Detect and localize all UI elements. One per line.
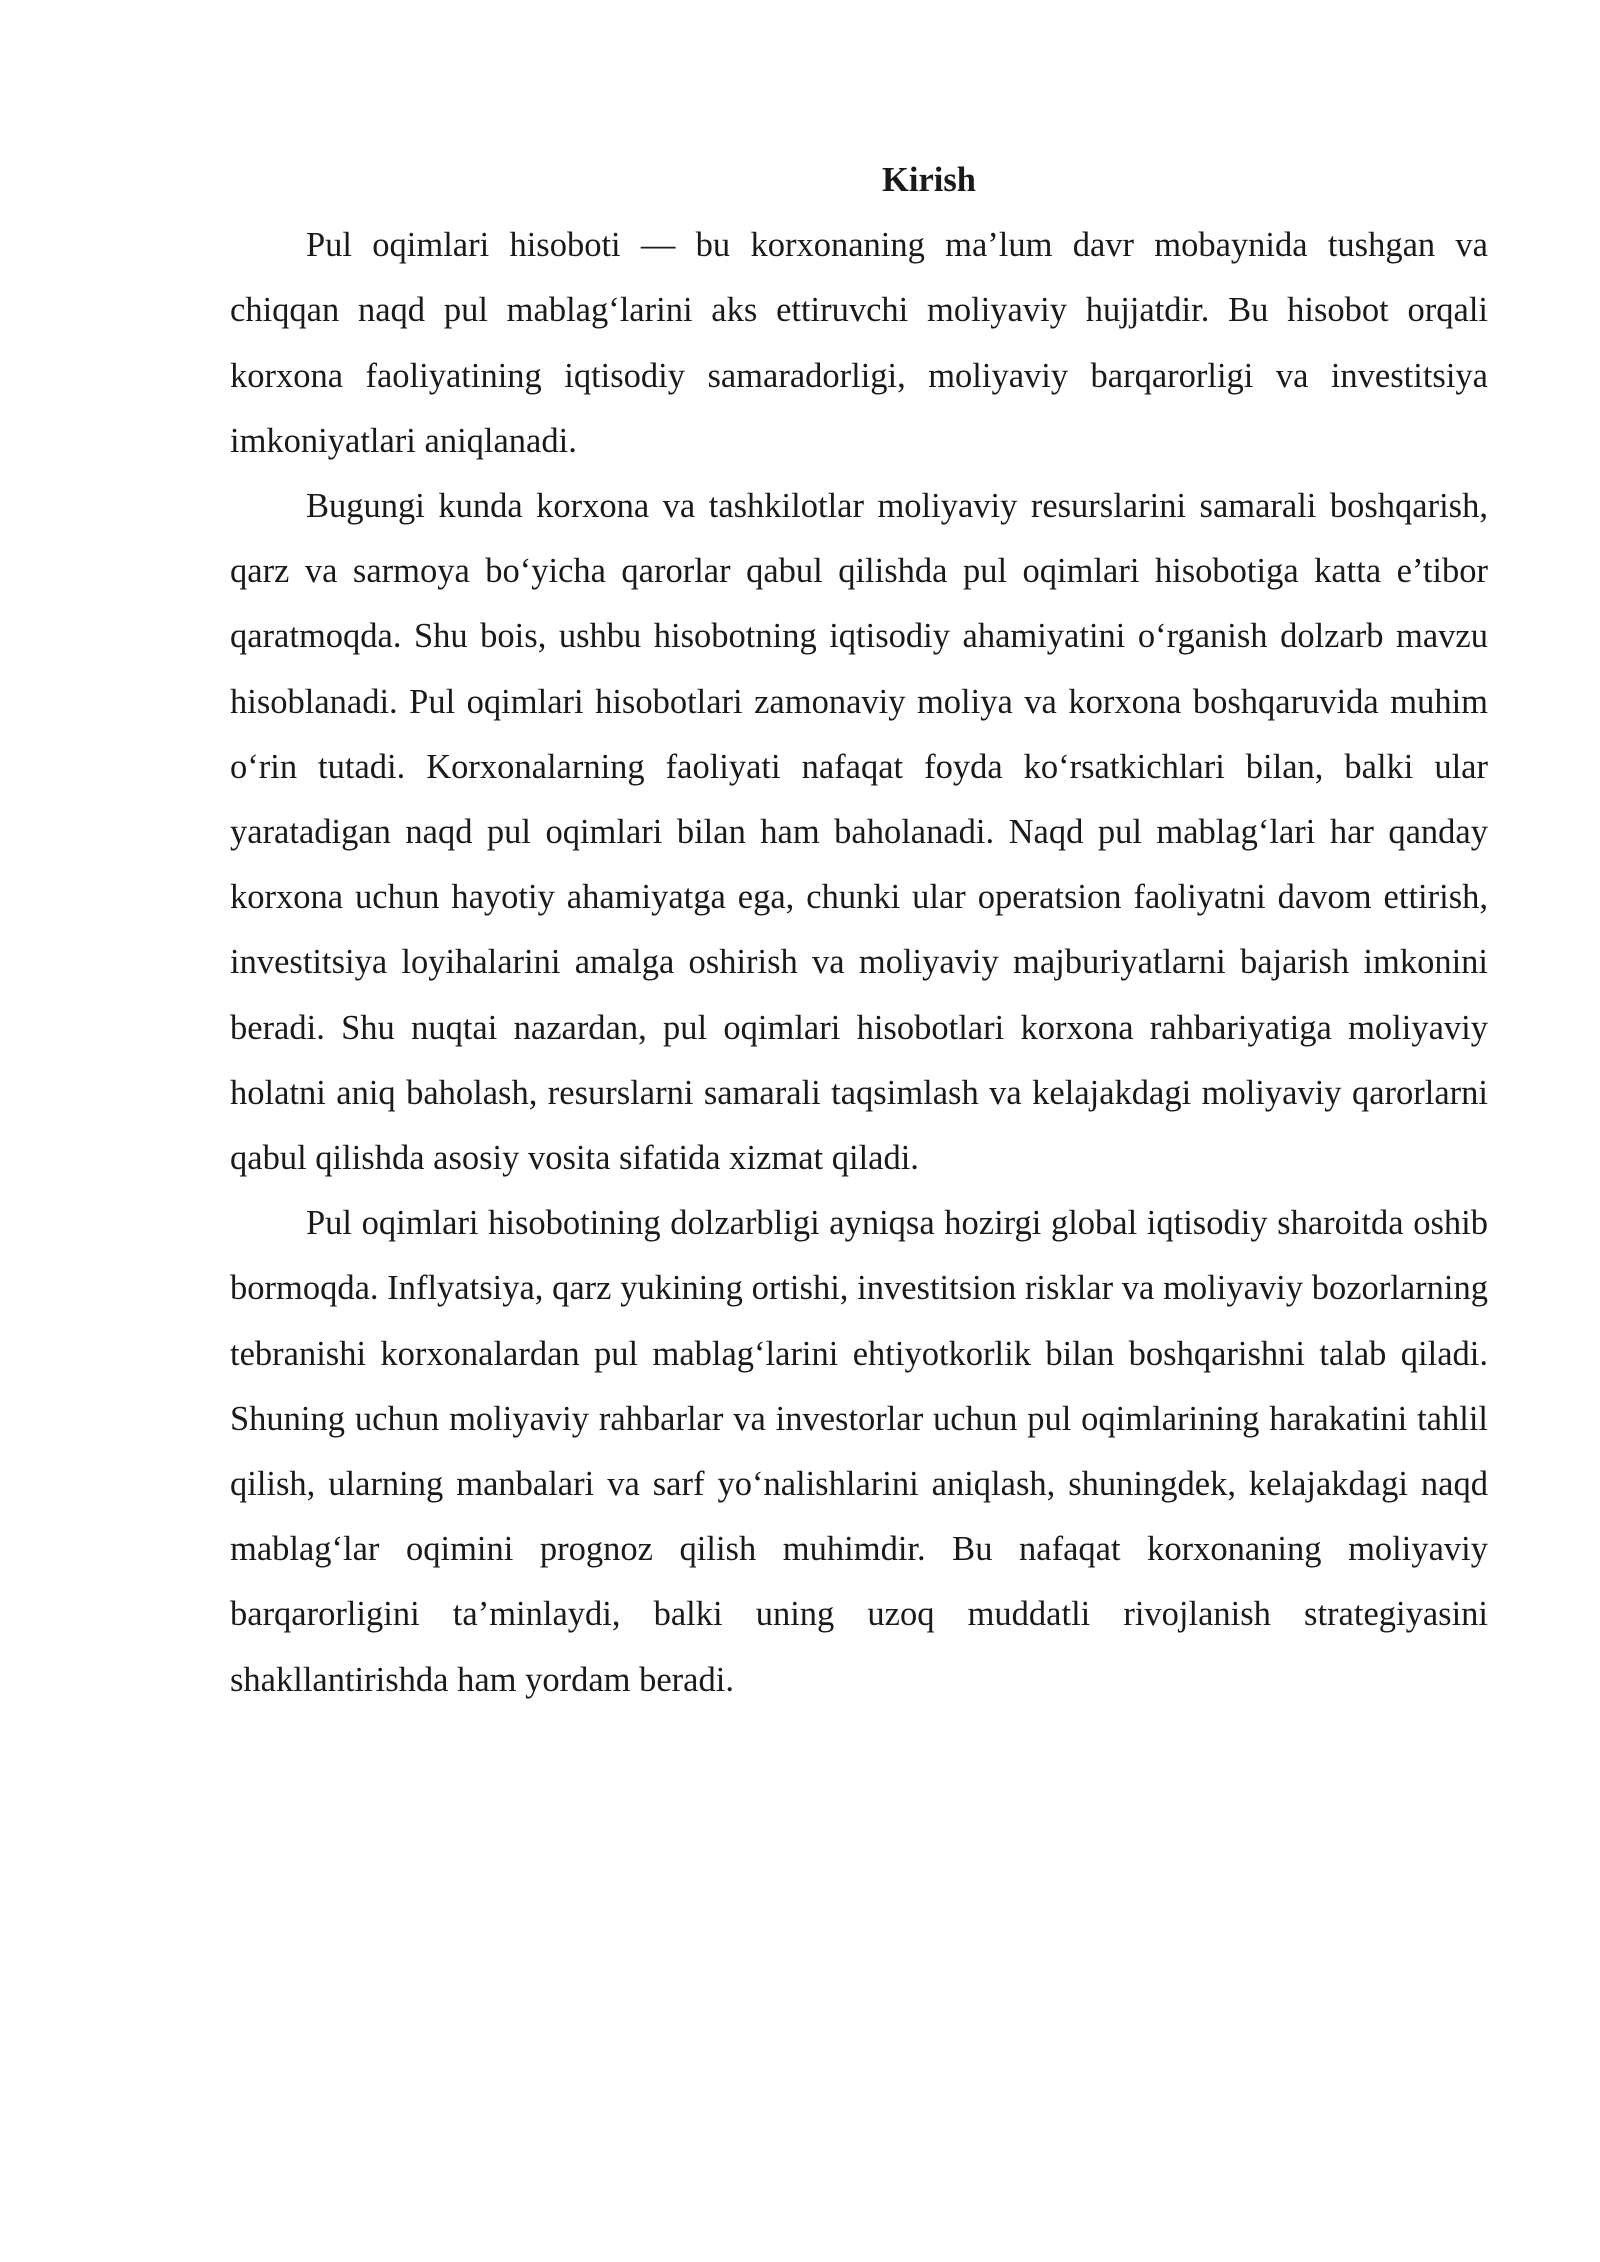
document-page [230, 148, 1488, 1713]
paragraph-1: Pul oqimlari hisoboti — bu korxonaning ma’lum davr mobaynida tushgan va chiqqan naqd pul mablag‘larini aks ettiruvchi moliyaviy hujjatdir. Bu hisobot orqali korxona faoliyatining iqtisodiy samaradorligi, moliyaviy barqarorligi va investitsiya imkoniyatlari aniqlanadi. [230, 226, 1488, 460]
paragraph-3: Pul oqimlari hisobotining dolzarbligi ayniqsa hozirgi global iqtisodiy sharoitda oshib bormoqda. Inflyatsiya, qarz yukining ortishi, investitsion risklar va moliyaviy bozorlarning tebranishi korxonalardan pul mablag‘larini ehtiyotkorlik bilan boshqarishni talab qiladi. Shuning uchun moliyaviy rahbarlar va investorlar uchun pul oqimlarining harakatini tahlil qilish, ularning manbalari va sarf yo‘nalishlarini aniqlash, shuningdek, kelajakdagi naqd mablag‘lar oqimini prognoz qilish muhimdir. Bu nafaqat korxonaning moliyaviy barqarorligini ta’minlaydi, balki uning uzoq muddatli rivojlanish strategiyasini shakllantirishda ham yordam beradi. [230, 1204, 1488, 1699]
section-title: Kirish [882, 161, 976, 199]
paragraph-2: Bugungi kunda korxona va tashkilotlar moliyaviy resurslarini samarali boshqarish, qarz va sarmoya bo‘yicha qarorlar qabul qilishda pul oqimlari hisobotiga katta e’tibor qaratmoqda. Shu bois, ushbu hisobotning iqtisodiy ahamiyatini o‘rganish dolzarb mavzu hisoblanadi. Pul oqimlari hisobotlari zamonaviy moliya va korxona boshqaruvida muhim o‘rin tutadi. Korxonalarning faoliyati nafaqat foyda ko‘rsatkichlari bilan, balki ular yaratadigan naqd pul oqimlari bilan ham baholanadi. Naqd pul mablag‘lari har qanday korxona uchun hayotiy ahamiyatga ega, chunki ular operatsion faoliyatni davom ettirish, investitsiya loyihalarini amalga oshirish va moliyaviy majburiyatlarni bajarish imkonini beradi. Shu nuqtai nazardan, pul oqimlari hisobotlari korxona rahbariyatiga moliyaviy holatni aniq baholash, resurslarni samarali taqsimlash va kelajakdagi moliyaviy qarorlarni qabul qilishda asosiy vosita sifatida xizmat qiladi. [230, 487, 1488, 1178]
